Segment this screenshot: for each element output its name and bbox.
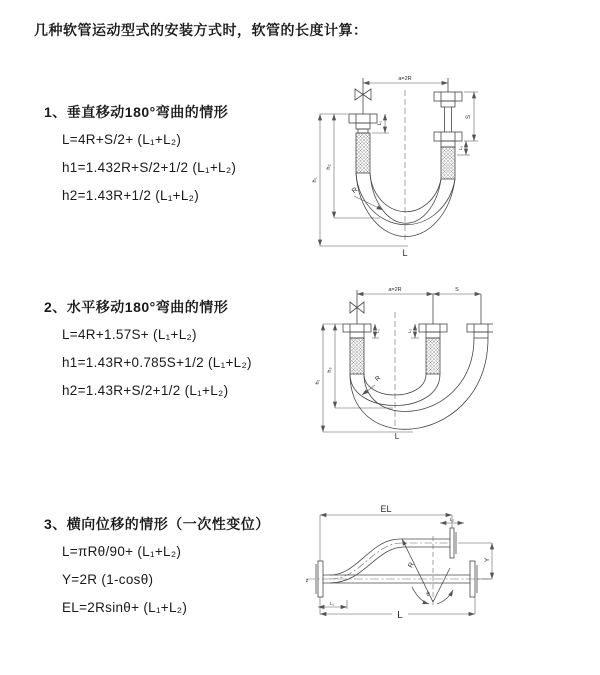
hose-u-bend-position-2 [350,338,488,429]
dimension-label-s: S [455,287,459,293]
section-3-formula-2: Y=2R (1-cosθ) [62,572,154,587]
hose-u-bend [356,173,455,237]
dimension-label-r: R [350,186,360,196]
dimension-label-l1: L₁ [377,120,383,126]
hose-s-curve [330,539,450,583]
page-title: 几种软管运动型式的安装方式时，软管的长度计算： [34,22,368,38]
dimension-label-l: L [394,432,400,441]
section-3-formula-1: L=πRθ/90+ (L₁+L₂) [62,544,182,559]
section-1-heading: 1、垂直移动180°弯曲的情形 [44,104,229,120]
section-3-formula-3: EL=2Rsinθ+ (L₁+L₂) [62,600,188,615]
section-1-formula-2: h1=1.432R+S/2+1/2 (L₁+L₂) [62,160,237,175]
dimension-label-h1: h₁ [312,177,318,183]
dimension-label-el: EL [380,504,392,514]
dimension-label-theta: θ [426,592,430,598]
dimension-label-h2: h₂ [327,367,333,373]
section-1-formula-3: h2=1.43R+1/2 (L₁+L₂) [62,188,200,203]
section-2-formula-3: h2=1.43R+S/2+1/2 (L₁+L₂) [62,383,229,398]
braided-hose-right [441,147,455,179]
section-3-heading: 3、横向位移的情形（一次性变位） [44,516,270,532]
diagram-vertical-180-bend [308,70,488,260]
dimension-label-l: L [397,610,403,621]
section-2-heading: 2、水平移动180°弯曲的情形 [44,299,229,315]
section-1-formula-1: L=4R+S/2+ (L₁+L₂) [62,132,182,147]
hose-drawing [349,78,462,237]
dimension-label-a2r: a=2R [388,287,402,293]
braided-hose-middle [426,338,440,374]
dimension-label-l2: L₂ [407,328,412,334]
dimension-label-y: Y [484,557,491,563]
section-3 [44,514,270,622]
dimension-label-l: L [402,248,408,258]
dimension-label-a2r: a=2R [398,76,412,82]
dimension-label-r: R [374,374,383,384]
dimensions [318,515,492,614]
dimension-label-l1: L₁ [329,601,335,606]
section-2-formula-2: h1=1.43R+0.785S+1/2 (L₁+L₂) [62,355,252,370]
dimension-label-r: R [407,561,416,570]
braided-hose-left [350,338,364,374]
dimension-label-l1: L₁ [375,328,380,334]
braided-hose-left [356,133,370,173]
dimension-label-s: S [466,114,472,120]
diagram-horizontal-180-bend [315,282,493,442]
dimension-label-h2: h₂ [326,164,332,170]
dimension-label-h1: h₁ [315,379,321,385]
centerline-mark: z [305,578,309,584]
dimension-label-l2: L₂ [449,517,455,522]
hose-drawing [343,290,493,429]
section-1 [44,102,236,210]
hose-drawing [316,528,477,606]
section-2-formula-1: L=4R+1.57S+ (L₁+L₂) [62,327,197,342]
dimension-label-l2: L₂ [458,145,463,151]
diagram-lateral-displacement [300,502,498,637]
section-2 [44,297,252,405]
